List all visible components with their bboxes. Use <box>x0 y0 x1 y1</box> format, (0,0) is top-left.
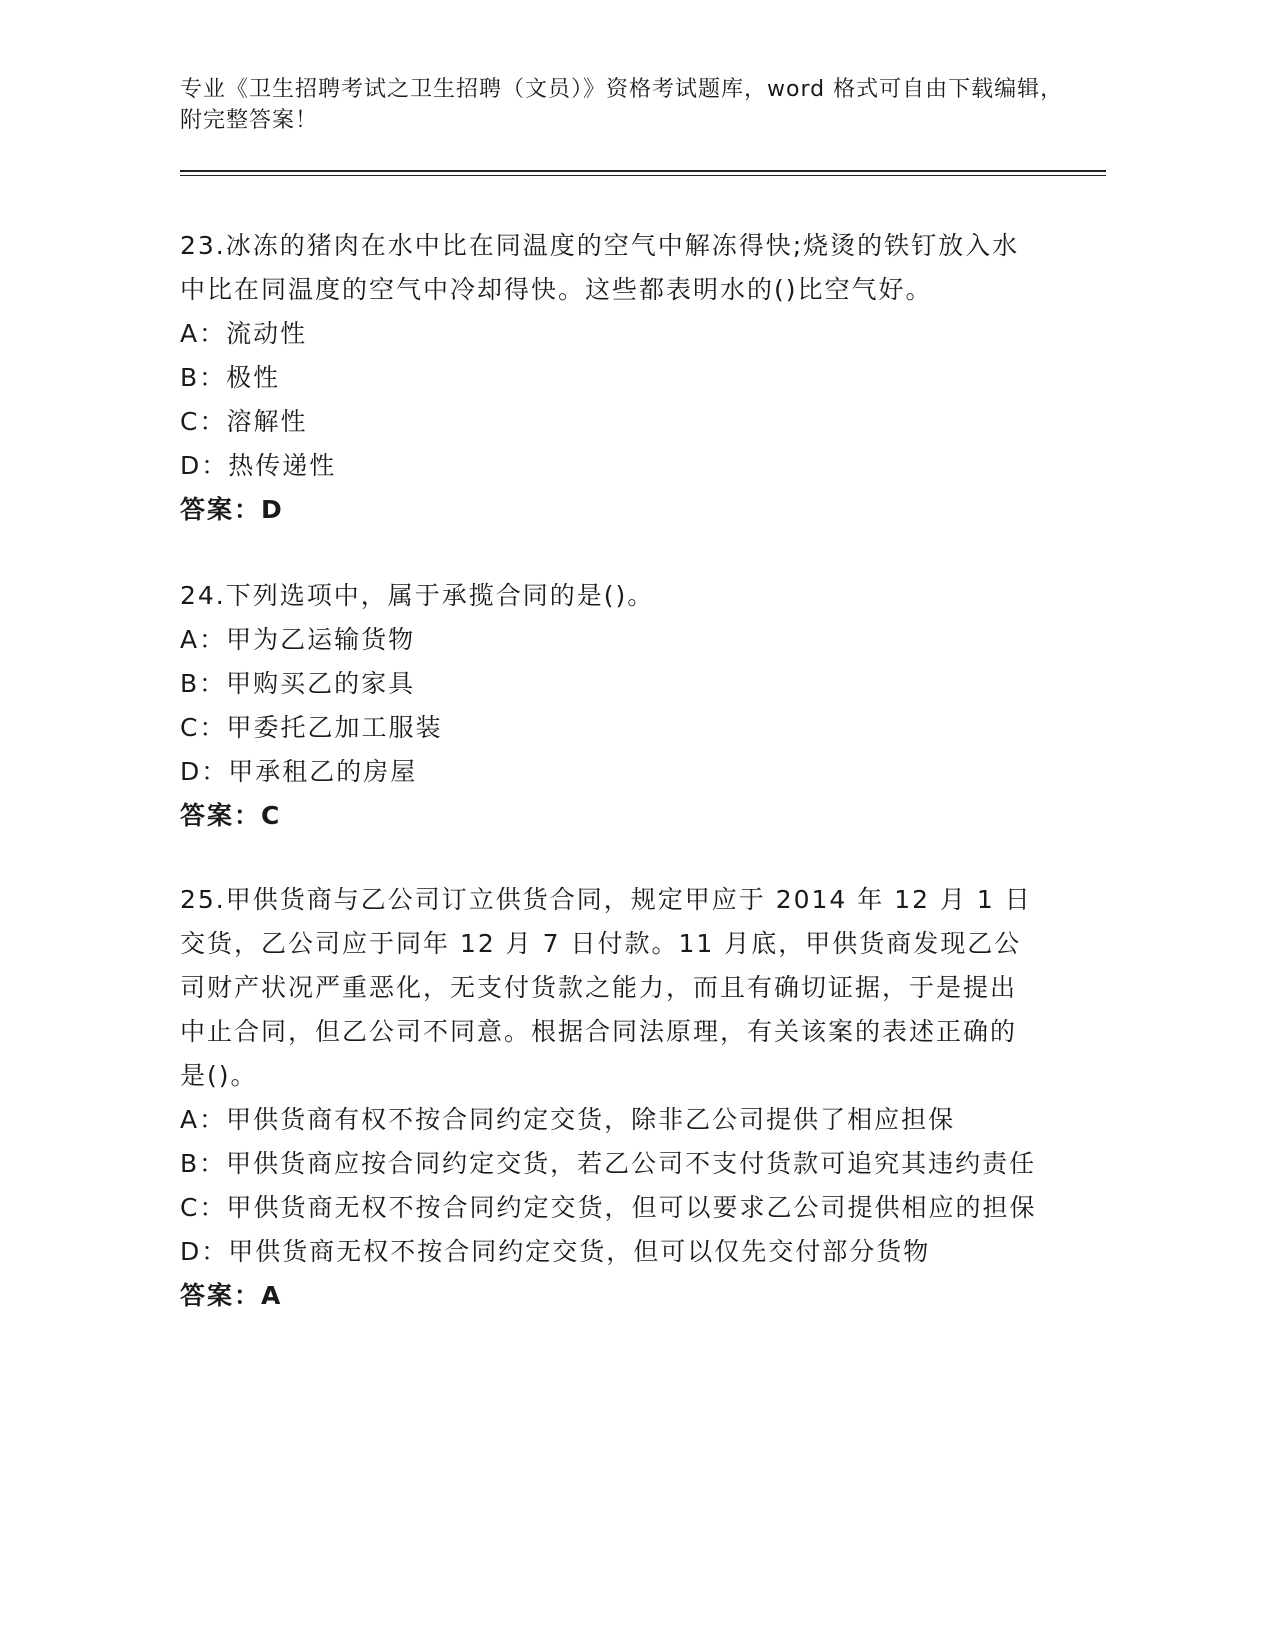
option-d: D：甲承租乙的房屋 <box>180 757 418 786</box>
option-a: A：甲为乙运输货物 <box>180 625 416 654</box>
option-d: D：甲供货商无权不按合同约定交货，但可以仅先交付部分货物 <box>180 1237 931 1266</box>
option-c: C：甲委托乙加工服装 <box>180 713 443 742</box>
option-d: D：热传递性 <box>180 451 337 480</box>
answer-line: 答案：D <box>180 495 284 524</box>
answer-line: 答案：C <box>180 801 282 830</box>
option-c: C：甲供货商无权不按合同约定交货，但可以要求乙公司提供相应的担保 <box>180 1193 1037 1222</box>
option-b: B：甲供货商应按合同约定交货，若乙公司不支付货款可追究其违约责任 <box>180 1149 1037 1178</box>
question-stem: 24.下列选项中，属于承揽合同的是()。 <box>180 581 655 610</box>
document-header: 专业《卫生招聘考试之卫生招聘（文员）》资格考试题库，word 格式可自由下载编辑，附完整答案！ <box>180 77 1064 133</box>
option-b: B：甲购买乙的家具 <box>180 669 416 698</box>
question-stem: 23.冰冻的猪肉在水中比在同温度的空气中解冻得快;烧烫的铁钉放入水中比在同温度的空气中冷却得快。这些都表明水的()比空气好。 <box>180 231 1020 304</box>
question-25 <box>180 878 1040 1318</box>
option-a: A：流动性 <box>180 319 308 348</box>
option-a: A：甲供货商有权不按合同约定交货，除非乙公司提供了相应担保 <box>180 1105 956 1134</box>
question-stem: 25.甲供货商与乙公司订立供货合同，规定甲应于 2014 年 12 月 1 日交货，乙公司应于同年 12 月 7 日付款。11 月底，甲供货商发现乙公司财产状况严重恶化，无支付货款之能力，而且有确切证据，于是提出中止合同，但乙公司不同意。根据合同法原理，有关该案的表述正确的是()。 <box>180 885 1032 1090</box>
option-c: C：溶解性 <box>180 407 308 436</box>
option-b: B：极性 <box>180 363 281 392</box>
answer-line: 答案：A <box>180 1281 283 1310</box>
question-24 <box>180 574 1040 838</box>
header-divider-thick <box>180 170 1106 172</box>
question-23 <box>180 224 1040 532</box>
header-divider-thin <box>180 175 1106 176</box>
